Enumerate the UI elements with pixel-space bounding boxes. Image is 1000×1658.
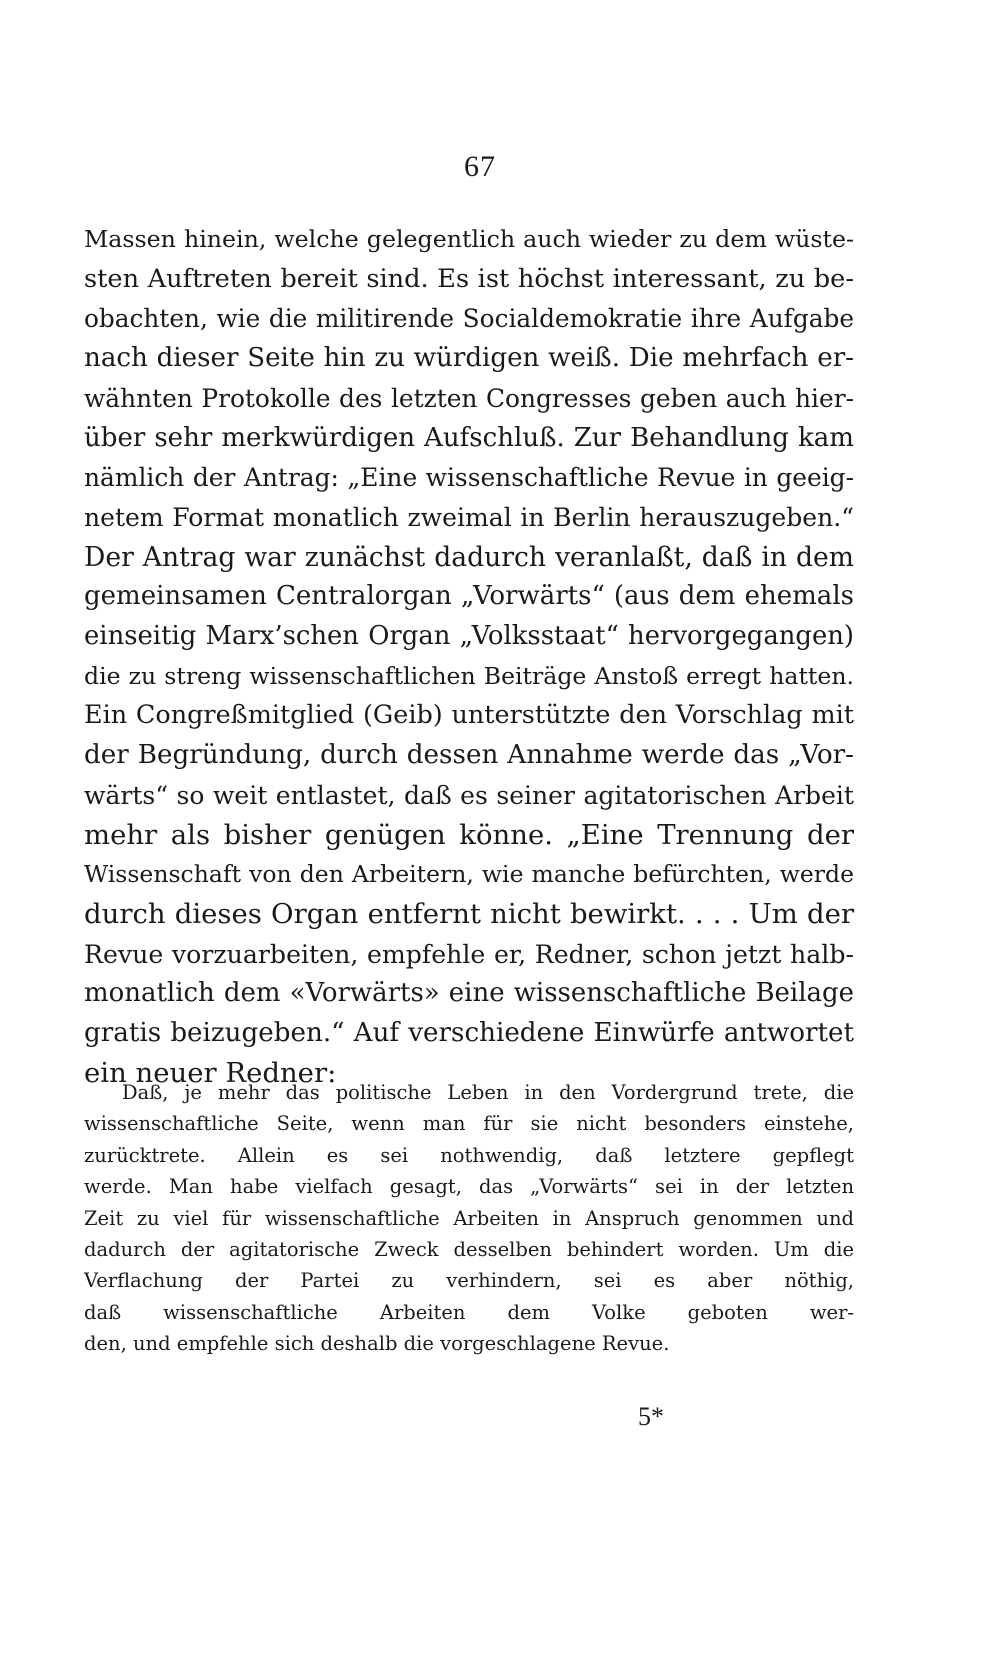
text-line: netem Format monatlich zweimal in Berlin herauszugeben.“ [84, 502, 854, 532]
text-line: wärts“ so weit entlastet, daß es seiner agitatorischen Arbeit [84, 780, 854, 810]
text-line: Ein Congreßmitglied (Geib) unterstützte den Vorschlag mit [84, 700, 854, 731]
text-line: Revue vorzuarbeiten, empfehle er, Redner, schon jetzt halb- [84, 939, 854, 969]
text-line: Der Antrag war zunächst dadurch veranlaßt, daß in dem [84, 541, 854, 573]
text-line: mehr als bisher genügen könne. „Eine Trennung der [84, 818, 854, 851]
text-line: Massen hinein, welche gelegentlich auch wieder zu dem wüste- [84, 225, 854, 253]
quote-line: daß wissenschaftliche Arbeiten dem Volke geboten wer- [84, 1300, 854, 1324]
quote-line: werde. Man habe vielfach gesagt, das „Vorwärts“ sei in der letzten [84, 1175, 854, 1199]
quote-line: den, und empfehle sich deshalb die vorgeschlagene Revue. [84, 1332, 670, 1356]
text-line: nach dieser Seite hin zu würdigen weiß. Die mehrfach er- [84, 343, 854, 374]
text-line: gemeinsamen Centralorgan „Vorwärts“ (aus dem ehemals [84, 581, 854, 612]
quote-line: Daß, je mehr das politische Leben in den Vordergrund trete, die [122, 1081, 854, 1104]
text-line: über sehr merkwürdigen Aufschluß. Zur Behandlung kam [84, 422, 854, 453]
text-line: monatlich dem «Vorwärts» eine wissenschaftliche Beilage [84, 978, 854, 1009]
quote-line: dadurch der agitatorische Zweck desselben behindert worden. Um die [84, 1238, 854, 1262]
text-line: der Begründung, durch dessen Annahme werde das „Vor- [84, 740, 854, 771]
text-line: einseitig Marx’schen Organ „Volksstaat“ hervorgegangen) [84, 621, 854, 652]
text-line: ein neuer Redner: [84, 1056, 337, 1089]
quote-line: wissenschaftliche Seite, wenn man für sie nicht besonders einstehe, [84, 1112, 854, 1136]
text-line: sten Auftreten bereit sind. Es ist höchst interessant, zu be- [84, 263, 854, 294]
text-line: wähnten Protokolle des letzten Congresses geben auch hier- [84, 383, 854, 413]
text-line: durch dieses Organ entfernt nicht bewirkt. . . . Um der [84, 897, 854, 930]
quote-line: Verflachung der Partei zu verhindern, sei es aber nöthig, [84, 1269, 854, 1293]
text-line: nämlich der Antrag: „Eine wissenschaftliche Revue in geeig- [84, 463, 854, 493]
signature-mark: 5* [638, 1402, 664, 1431]
text-line: die zu streng wissenschaftlichen Beiträge Anstoß erregt hatten. [84, 661, 854, 690]
quote-line: Zeit zu viel für wissenschaftliche Arbeiten in Anspruch genommen und [84, 1206, 854, 1230]
quoted-passage [84, 1077, 854, 1360]
text-line: gratis beizugeben.“ Auf verschiedene Einwürfe antwortet [84, 1018, 854, 1049]
page-number: 67 [464, 150, 496, 183]
text-line: Wissenschaft von den Arbeitern, wie manche befürchten, werde [84, 860, 854, 889]
main-paragraph [84, 220, 854, 1093]
quote-line: zurücktrete. Allein es sei nothwendig, daß letztere gepflegt [84, 1143, 854, 1167]
text-line: obachten, wie die militirende Socialdemokratie ihre Aufgabe [84, 304, 854, 334]
